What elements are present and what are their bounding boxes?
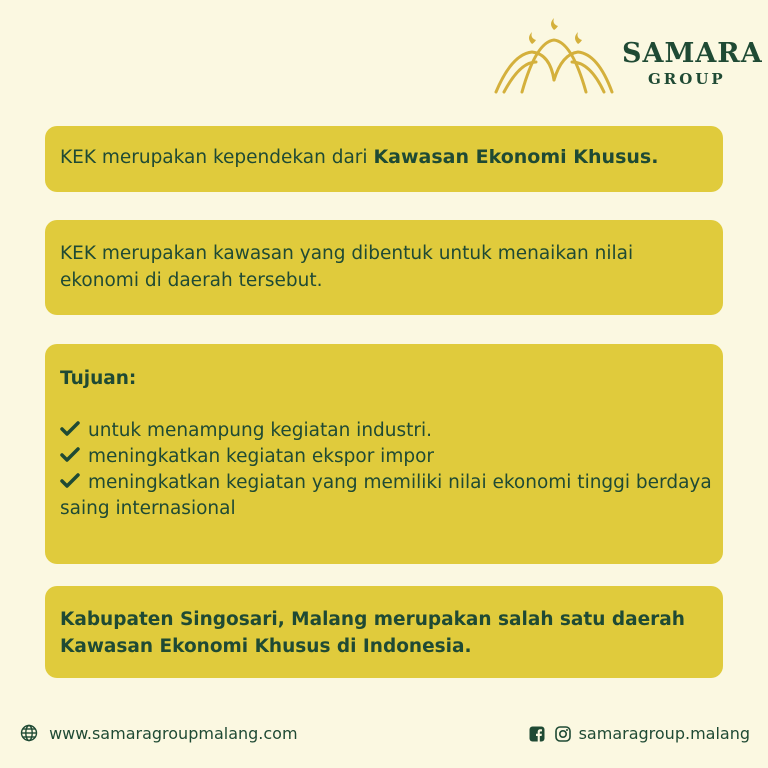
brand-sub: GROUP bbox=[648, 70, 726, 88]
list-item bbox=[60, 470, 713, 522]
brand-logo bbox=[492, 14, 763, 100]
goals-list bbox=[60, 418, 713, 522]
purpose-card bbox=[45, 220, 723, 315]
globe-icon bbox=[20, 724, 38, 742]
goals-heading: Tujuan: bbox=[60, 368, 137, 389]
location-text: Kabupaten Singosari, Malang merupakan salah satu daerah Kawasan Ekonomi Khusus di Indonesia. bbox=[60, 609, 685, 657]
definition-card bbox=[45, 126, 723, 192]
footer-social[interactable] bbox=[529, 724, 750, 743]
definition-highlight: Kawasan Ekonomi Khusus. bbox=[373, 146, 659, 168]
website-link[interactable]: www.samaragroupmalang.com bbox=[49, 724, 298, 743]
goal-text: meningkatkan kegiatan yang memiliki nilai ekonomi tinggi berdaya saing internasional bbox=[60, 472, 712, 519]
footer-website[interactable] bbox=[20, 724, 298, 743]
instagram-icon[interactable] bbox=[555, 726, 571, 742]
mosque-domes-logo-icon bbox=[492, 14, 617, 100]
goal-text: untuk menampung kegiatan industri. bbox=[88, 420, 433, 441]
purpose-text: KEK merupakan kawasan yang dibentuk untuk menaikan nilai ekonomi di daerah tersebut. bbox=[60, 243, 634, 291]
location-card bbox=[45, 586, 723, 678]
definition-lead: KEK merupakan kependekan dari bbox=[60, 147, 374, 168]
check-icon bbox=[60, 421, 80, 437]
list-item bbox=[60, 418, 713, 444]
brand-name: SAMARA bbox=[622, 38, 763, 69]
social-handle[interactable]: samaragroup.malang bbox=[578, 724, 750, 743]
facebook-icon[interactable] bbox=[529, 726, 545, 742]
check-icon bbox=[60, 473, 80, 489]
goal-text: meningkatkan kegiatan ekspor impor bbox=[88, 446, 435, 467]
list-item bbox=[60, 444, 713, 470]
goals-card bbox=[45, 344, 723, 564]
check-icon bbox=[60, 447, 80, 463]
